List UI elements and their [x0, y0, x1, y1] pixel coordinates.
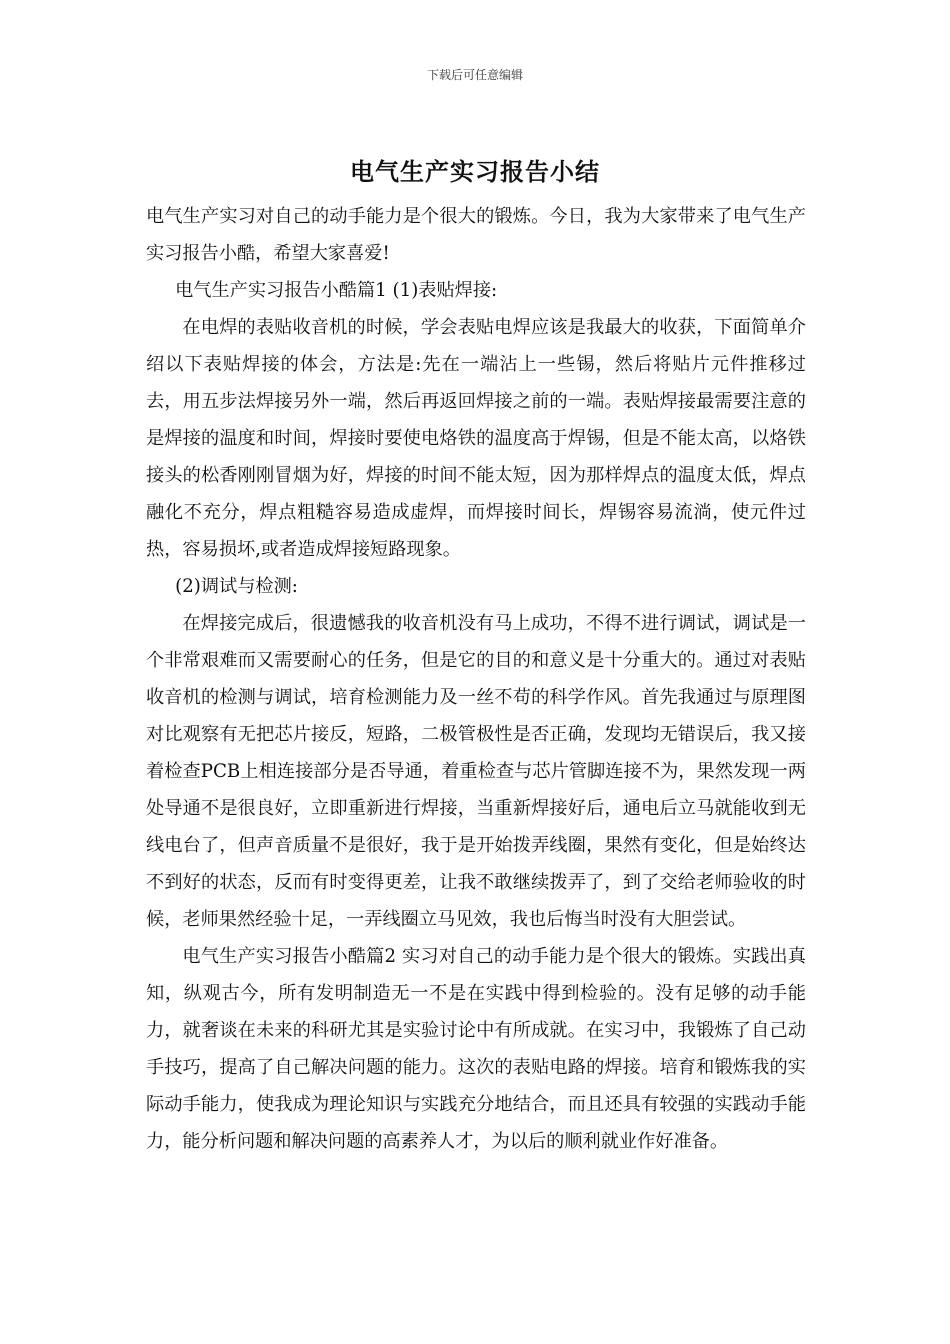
paragraph-soldering: 在电焊的表贴收音机的时候，学会表贴电焊应该是我最大的收获，下面简单介绍以下表贴焊接的体会，方法是:先在一端沾上一些锡，然后将贴片元件推移过去，用五步法焊接另外一端，然后再返回焊接之前的一端。表贴焊接最需要注意的是焊接的温度和时间，焊接时要使电烙铁的温度高于焊锡，但是不能太高，以烙铁接头的松香刚刚冒烟为好，焊接的时间不能太短，因为那样焊点的温度太低，焊点融化不充分，焊点粗糙容易造成虚焊，而焊接时间长，焊锡容易流淌，使元件过热，容易损坏,或者造成焊接短路现象。 [146, 317, 806, 560]
document-title: 电气生产实习报告小结 [350, 157, 600, 186]
intro-paragraph: 电气生产实习对自己的动手能力是个很大的锻炼。今日，我为大家带来了电气生产实习报告小酷，希望大家喜爱! [146, 206, 806, 264]
document-body [146, 198, 806, 1160]
section-2-paragraph: 电气生产实习报告小酷篇2 实习对自己的动手能力是个很大的锻炼。实践出真知，纵观古今，所有发明制造无一不是在实践中得到检验的。没有足够的动手能力，就奢谈在未来的科研尤其是实验讨论中有所成就。在实习中，我锻炼了自己动手技巧，提高了自己解决问题的能力。这次的表贴电路的焊接。培育和锻炼我的实际动手能力，使我成为理论知识与实践充分地结合，而且还具有较强的实践动手能力，能分析问题和解决问题的高素养人才，为以后的顺利就业作好准备。 [146, 946, 806, 1152]
paragraph-debugging: 在焊接完成后，很遗憾我的收音机没有马上成功，不得不进行调试，调试是一个非常艰难而又需要耐心的任务，但是它的目的和意义是十分重大的。通过对表贴收音机的检测与调试，培育检测能力及一丝不苟的科学作风。首先我通过与原理图对比观察有无把芯片接反，短路，二极管极性是否正确，发现均无错误后，我又接着检查PCB上相连接部分是否导通，着重检查与芯片管脚连接不为，果然发现一两处导通不是很良好，立即重新进行焊接，当重新焊接好后，通电后立马就能收到无线电台了，但声音质量不是很好，我于是开始拨弄线圈，果然有变化，但是始终达不到好的状态，反而有时变得更差，让我不敢继续拨弄了，到了交给老师验收的时候，老师果然经验十足，一弄线圈立马见效，我也后悔当时没有大胆尝试。 [146, 613, 806, 930]
section-1-heading: 电气生产实习报告小酷篇1 (1)表贴焊接: [175, 280, 498, 301]
subheading-debugging: (2)调试与检测: [175, 576, 298, 597]
header-note: 下载后可任意编辑 [426, 68, 523, 82]
